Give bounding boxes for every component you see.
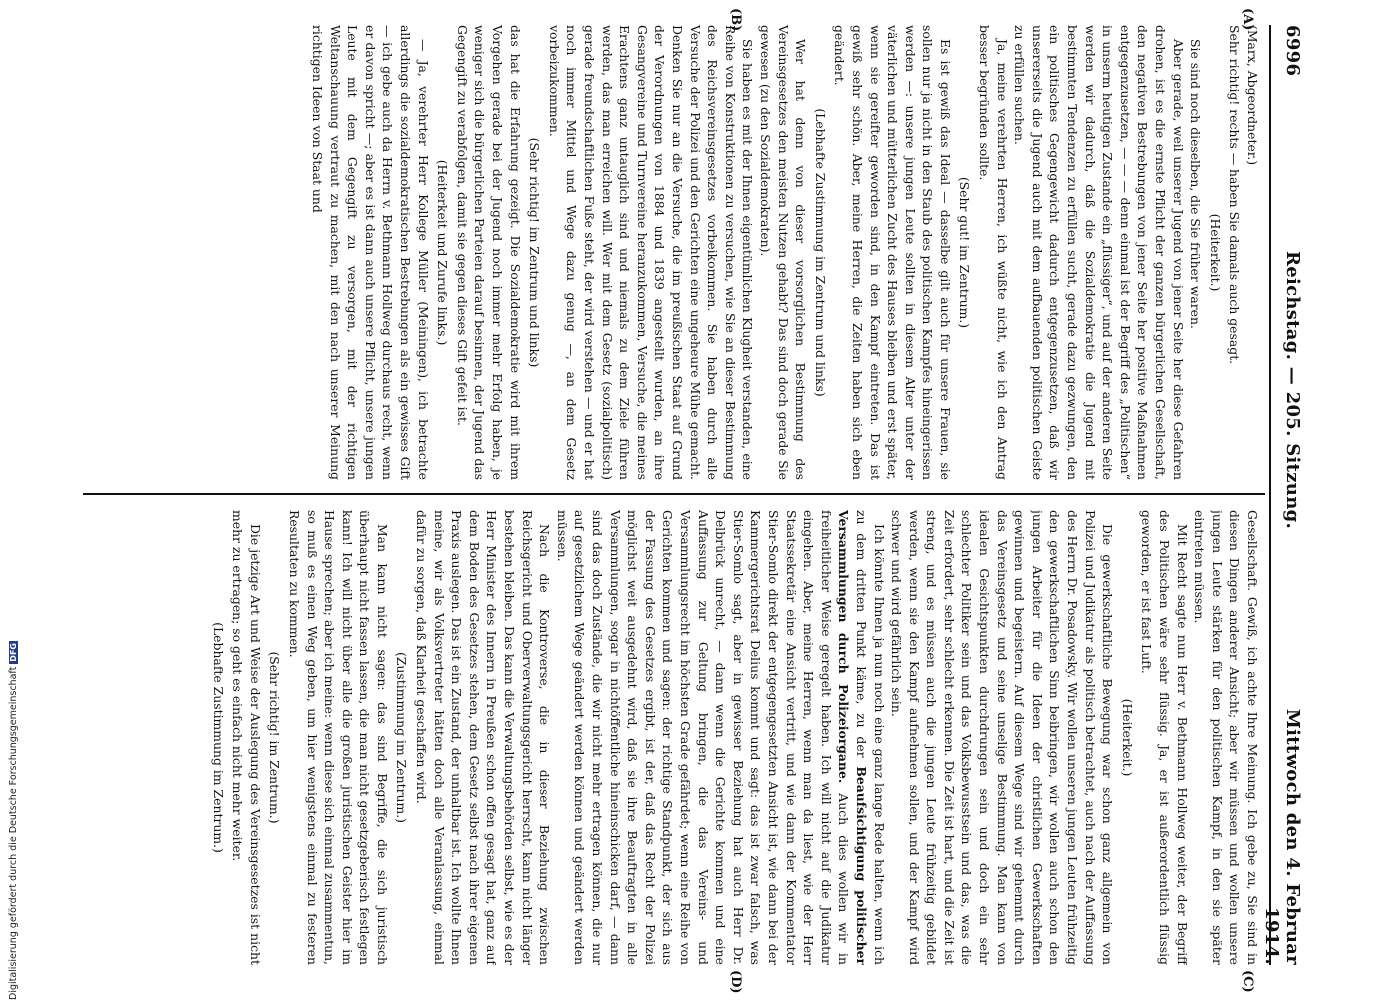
paragraph-text: Auch dies wollen wir in freiheitlicher Weise geregelt haben. Ich will nicht auf die Judikatur eingehen. Aber, meine Herren, wenn man da liest, wie der Herr Staatssekretär eine Ansicht vertritt, und wie dann der Kommentator Stier-Somlo direkt der entgegengesetzten Ansicht ist, wie dann bei der Kammergerichtsrat Delius kommt und sagt: das ist zwar falsch, was Stier-Somlo sagt, aber in gewisser Beziehung hat auch Herr Dr. Delbrück unrecht, — dann wenn die Gerichte kommen und eine Auffassung zur Geltung bringen, die das Vereins- und Versammlungsrecht im höchsten Grade gefährdet; wenn eine Reihe von Gerichten kommen und sagen: der richtige Standpunkt, der sich aus der Fassung des Gesetzes ergibt, ist der, daß das Recht der Polizei möglichst weit ausgedehnt wird, daß sie ihre Beauftragten in alle Versammlungen, sogar in nichtöffentliche hineinschicken darf, — dann sind das doch Zustände, die wir nicht mehr ertragen können, die nur auf gesetzlichem Wege geändert werden können und geändert werden müssen. bbox=[554, 510, 852, 965]
interjection: (Heiterkeit.) bbox=[1207, 213, 1223, 292]
margin-marker-c: (C) bbox=[1240, 970, 1255, 993]
right-column bbox=[81, 510, 1261, 965]
interjection: (Sehr richtig! im Zentrum.) bbox=[267, 651, 283, 824]
interjection: (Sehr gut! im Zentrum.) bbox=[957, 176, 973, 329]
emphasized-phrase: Beaufsichtigung politischer Versammlungen durch Polizeiorgane. bbox=[836, 510, 869, 965]
interjection: (Zustimmung im Zentrum.) bbox=[394, 651, 410, 824]
column-rule bbox=[83, 493, 1265, 495]
session-title: Reichstag. — 205. Sitzung. bbox=[1282, 250, 1303, 530]
header-rule bbox=[1269, 25, 1271, 965]
interjection: (Sehr richtig! im Zentrum und links) bbox=[527, 137, 543, 368]
running-head bbox=[1261, 25, 1303, 965]
paragraph: Nach die Kontroverse, die in dieser Beziehung zwischen Reichsgericht und Oberverwaltungsgericht herrscht, kann nicht länger bestehen bleiben. Das kann die Verwaltungsbehörden selbst, wie es der Herr Minister des Innern in Preußen schon offen gesagt hat, ganz auf dem Boden des Gesetzes stehen, dem Gesetz selbst nach ihrer eigenen Praxis auslegen. Das ist ein Zustand, der unhaltbar ist. Ich wollte Ihnen meine, wir als Volksvertreter hätten doch alle Veranlassung, einmal dafür zu sorgen, daß Klarheit geschaffen wird. bbox=[414, 510, 553, 965]
interjection: (Lebhafte Zustimmung im Zentrum.) bbox=[210, 622, 226, 853]
session-date: Mittwoch den 4. Februar 1914. bbox=[1261, 708, 1303, 965]
margin-marker-b: (B) bbox=[728, 8, 743, 32]
speaker-line: (Marx, Abgeordneter.) bbox=[1245, 25, 1260, 166]
paragraph: das hat die Erfahrung gezeigt. Die Sozialdemokratie wird mit ihrem Vorgehen gerade bei der Jugend noch immer mehr Erfolg haben, je weniger sich die bürgerlichen Parteien darauf besinnen, der Jugend das Gegengift zu verabfolgen, damit sie gegen dieses Gift gefeit ist. bbox=[454, 25, 523, 480]
margin-marker-a: (A) bbox=[1240, 8, 1255, 31]
paragraph: Mit Recht sagte nun Herr v. Bethmann Hollweg weiter, der Begriff des Politischen wäre sehr flüssig. Ja, er ist außerordentlich flüssig geworden, er ist fast Luft. bbox=[1139, 510, 1190, 965]
paragraph: — Ja, verehrter Herr Kollege Müller (Meiningen), ich betrachte allerdings die sozialdemokratischen Bestrebungen als ein gewisses Gift — ich gebe auch da Herrn v. Bethmann Hollweg durchaus recht, wenn er davon spricht —; aber es ist dann auch unsere Pflicht, unsere jungen Leute mit dem Gegengift zu versorgen, mit der richtigen Weltanschauung vertraut zu machen, mit den nach unserer Meinung richtigen Ideen von Staat und bbox=[310, 25, 431, 480]
paragraph: Sie haben es mit der Ihnen eigentümlichen Klugheit verstanden, eine Reihe von Konstruktionen zu versuchen, wie Sie an dieser Bestimmung des Reichsvereinsgesetzes vorbeikommen. Sie haben durch alle Versuche der Polizei und den Gerichten eine ungeheure Mühe gemacht. Denken Sie nur an die Versuche, die im preußischen Staat auf Grund der Verordnungen von 1884 und 1839 angestellt wurden, an ihre Gesangvereine und Turnvereine heranzukommen, Versuche, die meines Erachtens ganz untauglich sind und niemals zu dem Ziele führen werden, das man erreichen will. Wer mit dem Gesetz (sozialpolitisch) gerade freundschaftlichen Fuße steht, der wird verstehen — und er hat noch immer Mittel und Wege dazu genug —, an dem Gesetz vorbeizukommen. bbox=[546, 25, 756, 480]
paragraph: Man kann nicht sagen: das sind Begriffe, die sich juristisch überhaupt nicht fassen lassen, die man nicht gesetzgeberisch festlegen kann! Ich will nicht über alle die großen juristischen Geister hier im Hause sprechen; aber ich meine: wenn diese sich einmal zusammentun, so muß es einen Weg geben, um hier wenigstens einmal zu festeren Resultaten zu kommen. bbox=[286, 510, 390, 965]
paragraph: Wer hat denn von dieser vorsorglichen Bestimmung des Vereinsgesetzes den meisten Nutzen gehabt? Das sind doch gerade Sie gewesen (zu den Sozialdemokraten). bbox=[757, 25, 809, 480]
dfg-logo: DFG bbox=[9, 643, 18, 662]
paragraph: Sie sind noch dieselben, die Sie früher waren. bbox=[1188, 39, 1204, 329]
paragraph: Es ist gewiß das Ideal — dasselbe gilt auch für unsere Frauen, sie sollen nur ja nicht in den Staub des politischen Kampfes hineingerissen werden —: unsere jungen Leute sollten in diesem Alter unter der väterlichen und mütterlichen Zucht des Hauses bleiben und erst später, wenn sie gereifter geworden sind, in den Kampf eintreten. Das ist gewiß sehr schön. Aber, meine Herren, die Zeiten haben sich eben geändert. bbox=[832, 25, 953, 480]
paragraph bbox=[553, 510, 887, 965]
interjection: (Heiterkeit und Zurufe links.) bbox=[435, 159, 451, 346]
interjection: (Heiterkeit.) bbox=[1119, 698, 1135, 777]
paragraph: Aber gerade, weil unserer Jugend von jener Seite her diese Gefahren drohen, ist es die ernste Pflicht der ganzen bürgerlichen Gesellschaft, den negativen Bestrebungen von jener Seite her positive Maßnahmen entgegenzusetzen, — — — denn einmal ist der Begriff des „Politischen“ in unserm heutigen Zustande ein „flüssiger“, und auf der anderen Seite werden wir dadurch, daß die Sozialdemokratie die Jugend mit bestimmten Tendenzen zu erfüllen sucht, gerade dazu gezwungen, den ein politisches Gegengewicht dadurch entgegenzusetzen, daß wir unsererseits die Jugend auch mit dem aufbauenden politischen Geiste zu erfüllen suchen. bbox=[1012, 25, 1186, 480]
paragraph-text: Ich könnte Ihnen ja nun noch eine ganz lange Rede halten, wenn ich zu dem dritten Punkt käme, zu der bbox=[853, 510, 887, 965]
paragraph: Gesellschaft. Gewiß, ich achte Ihre Meinung. Ich gebe zu, Sie sind in diesen Dingen anderer Ansicht; aber wir müssen und wollen unsere jungen Leute stärken für den politischen Kampf, in den sie später eintreten müssen. bbox=[1192, 510, 1260, 965]
paragraph: Die gewerkschaftliche Bewegung war schon ganz allgemein von Polizei und Judikatur als politisch betrachtet, auch nach der Auffassung des Herrn Dr. Posadowsky. Wir wollen unseren jungen Leuten frühzeitig den gewerkschaftlichen Sinn beibringen, wir wollen auch schon den jungen Arbeiter für die Ideen der christlichen Gewerkschaften gewinnen und begeistern. Auf diesem Wege sind wir gehemmt durch das Vereinsgesetz und seine unselige Bestimmung. Man kann von idealen Gesichtspunkten durchdrungen sein und doch ein sehr schlechter Politiker sein und das Volksbewusstsein und das, was die Zeit erfordert, sehr schlecht erkennen. Die Zeit ist hart, und die Zeit ist streng, und es müssen auch die jungen Leute frühzeitig gebildet werden, wenn sie den Kampf aufnehmen sollen, und der Kampf wird schwer und wird gefährlich sein. bbox=[889, 510, 1116, 965]
left-column bbox=[81, 25, 1261, 480]
page-number: 6996 bbox=[1282, 25, 1303, 77]
paragraph: Ja, meine verehrten Herren, ich wüßte nicht, wie ich den Antrag besser begründen sollte. bbox=[977, 25, 1010, 480]
paragraph: Sehr richtig! rechts — haben Sie damals auch gesagt. bbox=[1227, 25, 1243, 365]
digitization-credit-text: Digitalisierung gefördert durch die Deutsche Forschungsgemeinschaft bbox=[8, 666, 19, 1000]
interjection: (Lebhafte Zustimmung im Zentrum und links) bbox=[812, 108, 828, 397]
margin-marker-d: (D) bbox=[728, 970, 743, 994]
paragraph: Die jetzige Art und Weise der Auslegung des Vereinsgesetzes ist nicht mehr zu ertragen; so geht es einfach nicht mehr weiter. bbox=[230, 510, 263, 965]
